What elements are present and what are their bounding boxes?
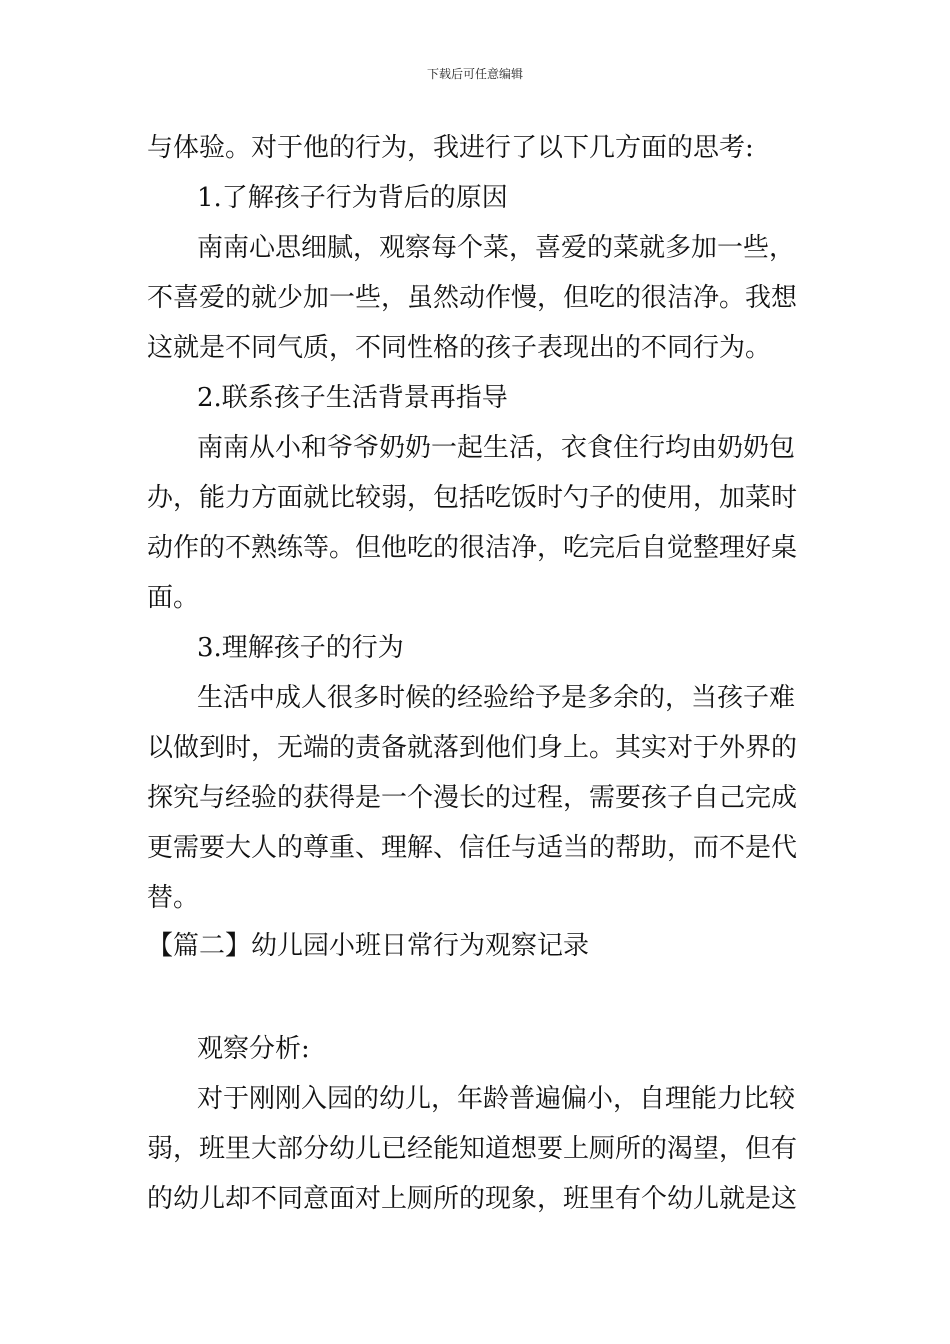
- paragraph-line: 生活中成人很多时候的经验给予是多余的，当孩子难: [197, 683, 796, 713]
- paragraph-line: 这就是不同气质，不同性格的孩子表现出的不同行为。: [147, 333, 772, 363]
- paragraph-line: 不喜爱的就少加一些，虽然动作慢，但吃的很洁净。我想: [147, 283, 798, 313]
- paragraph-line: 南南心思细腻，观察每个菜，喜爱的菜就多加一些，: [197, 233, 796, 263]
- paragraph-line: 更需要大人的尊重、理解、信任与适当的帮助，而不是代: [147, 833, 798, 863]
- section-heading: 1.了解孩子行为背后的原因: [197, 183, 508, 213]
- paragraph-line: 以做到时，无端的责备就落到他们身上。其实对于外界的: [147, 733, 798, 763]
- section-heading: 观察分析:: [197, 1034, 310, 1064]
- paragraph-line: 对于刚刚入园的幼儿，年龄普遍偏小，自理能力比较: [197, 1084, 796, 1114]
- page-header: 下载后可任意编辑: [426, 67, 523, 81]
- part-title: 【篇二】幼儿园小班日常行为观察记录: [147, 931, 590, 961]
- paragraph-line: 南南从小和爷爷奶奶一起生活，衣食住行均由奶奶包: [197, 433, 796, 463]
- paragraph-line: 动作的不熟练等。但他吃的很洁净，吃完后自觉整理好桌: [147, 533, 798, 563]
- paragraph-line: 探究与经验的获得是一个漫长的过程，需要孩子自己完成: [147, 783, 798, 813]
- paragraph-line: 与体验。对于他的行为，我进行了以下几方面的思考:: [147, 133, 754, 163]
- paragraph-line: 办，能力方面就比较弱，包括吃饭时勺子的使用，加菜时: [147, 483, 798, 513]
- paragraph-line: 替。: [147, 883, 200, 913]
- section-heading: 2.联系孩子生活背景再指导: [197, 383, 508, 413]
- section-heading: 3.理解孩子的行为: [197, 633, 404, 663]
- paragraph-line: 弱，班里大部分幼儿已经能知道想要上厕所的渴望，但有: [147, 1134, 798, 1164]
- paragraph-line: 面。: [147, 583, 200, 613]
- paragraph-line: 的幼儿却不同意面对上厕所的现象，班里有个幼儿就是这: [147, 1184, 798, 1214]
